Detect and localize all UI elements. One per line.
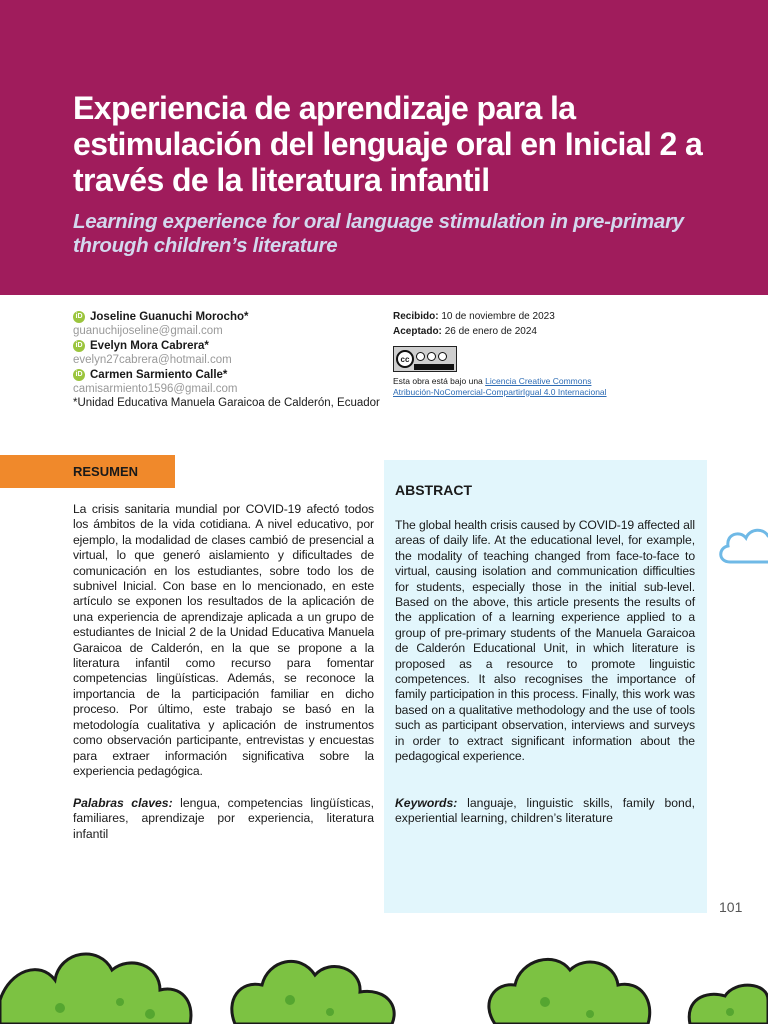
resumen-keywords xyxy=(73,796,374,842)
author-name: Evelyn Mora Cabrera* xyxy=(90,339,209,352)
cloud-icon xyxy=(700,510,768,570)
by-icon xyxy=(416,352,425,361)
keywords-label: Keywords: xyxy=(395,796,458,810)
author-email[interactable]: guanuchijoseline@gmail.com xyxy=(73,325,223,338)
author-email[interactable]: evelyn27cabrera@hotmail.com xyxy=(73,354,232,367)
nc-icon xyxy=(427,352,436,361)
author-row xyxy=(73,339,383,353)
author-email[interactable]: camisarmiento1596@gmail.com xyxy=(73,383,238,396)
accepted-date xyxy=(393,324,733,339)
license-link[interactable]: Licencia Creative Commons xyxy=(485,376,592,386)
orcid-icon[interactable]: iD xyxy=(73,340,85,352)
sa-icon xyxy=(438,352,447,361)
resumen-body: La crisis sanitaria mundial por COVID-19 afectó todos los ámbitos de la vida cotidiana. A nivel educativo, por ejemplo, la modalidad de clases cambió de presencial a virtual, lo que generó aislamiento y dificultades de comunicación en los estudiantes, sobre todo los de subnivel Inicial. Con base en lo mencionado, en este artículo se exponen los resultados de la aplicación de una experiencia de aprendizaje aplicada a un grupo de estudiantes de Inicial 2 de la Unidad Educativa Manuela Garaicoa de Calderón, en la que se propone a la literatura infantil como recurso para fomentar competencias lingüísticas. Además, se reconoce la importancia de la participación familiar en dicho proceso. Por último, este trabajo se basó en la metodología cualitativa y aplicación de instrumentos como observación participante, entrevistas y encuestas para extraer información significativa sobre la experiencia pedagógica. xyxy=(73,502,374,778)
author-row xyxy=(73,310,383,324)
affiliation: *Unidad Educativa Manuela Garaicoa de Calderón, Ecuador xyxy=(73,397,380,410)
author-block xyxy=(73,310,383,411)
received-value: 10 de noviembre de 2023 xyxy=(441,311,555,322)
license-notice xyxy=(393,376,733,397)
abstract-heading: ABSTRACT xyxy=(395,482,472,498)
cc-icon: cc xyxy=(396,350,414,368)
keywords-label: Palabras claves: xyxy=(73,796,173,810)
publication-dates xyxy=(393,309,733,339)
license-link-continued[interactable]: Atribución-NoComercial-CompartirIgual 4.0 Internacional xyxy=(393,386,607,397)
accepted-label: Aceptado: xyxy=(393,326,442,337)
accepted-value: 26 de enero de 2024 xyxy=(444,326,537,337)
license-strip xyxy=(414,364,454,370)
author-row xyxy=(73,368,383,382)
keywords-text: lengua, competencias lingüísticas, familiares, aprendizaje por experiencia, literatura infantil xyxy=(73,796,374,841)
license-prefix: Esta obra está bajo una xyxy=(393,376,486,386)
article-title: Experiencia de aprendizaje para la estimulación del lenguaje oral en Inicial 2 a través de la literatura infantil xyxy=(73,90,703,198)
cc-by-nc-sa-icon[interactable] xyxy=(393,346,457,372)
abstract-keywords xyxy=(395,796,695,827)
keywords-text: languaje, linguistic skills, family bond, experiential learning, children’s literature xyxy=(395,796,695,826)
resumen-heading: RESUMEN xyxy=(73,464,139,479)
author-name: Joseline Guanuchi Morocho* xyxy=(90,311,249,323)
article-subtitle: Learning experience for oral language stimulation in pre-primary through children’s literature xyxy=(73,210,684,257)
author-name: Carmen Sarmiento Calle* xyxy=(90,368,228,381)
orcid-icon[interactable]: iD xyxy=(73,369,85,381)
page-number: 101 xyxy=(719,899,743,915)
received-date xyxy=(393,309,733,324)
trees-illustration xyxy=(0,930,768,1024)
abstract-body: The global health crisis caused by COVID-19 affected all areas of daily life. At the educational level, for example, the modality of teaching changed from face-to-face to virtual, causing isolation and communication difficulties for students, especially those in the initial sub-level. Based on the above, this article presents the results of the application of a learning experience applied to a group of pre-primary students of the Manuela Garaicoa de Calderón Educational Unit, in which literature is proposed as a resource to promote linguistic competences. It also recognises the importance of family participation in this process. Finally, this work was based on a qualitative methodology and the use of tools such as participant observation, interviews and surveys in order to extract significant information about the pedagogical experience. xyxy=(395,518,695,764)
orcid-icon[interactable]: iD xyxy=(73,311,85,323)
received-label: Recibido: xyxy=(393,311,439,322)
title-banner xyxy=(0,0,768,295)
